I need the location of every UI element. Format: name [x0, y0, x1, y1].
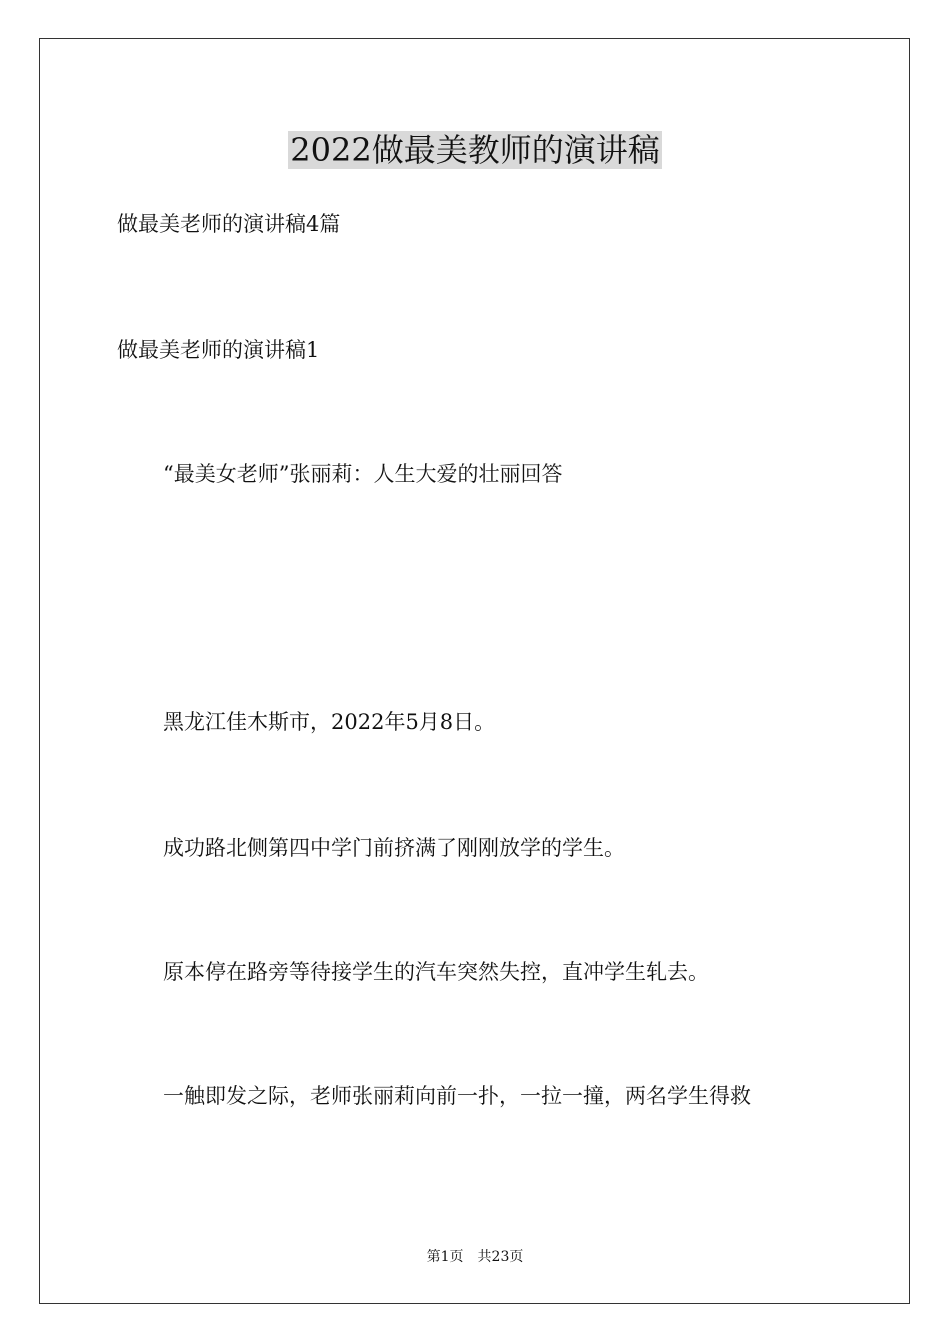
paragraph-4: 黑龙江佳木斯市，2022年5月8日。 — [163, 710, 496, 734]
page-footer — [0, 1247, 950, 1267]
paragraph-1: 做最美老师的演讲稿4篇 — [117, 212, 341, 236]
document-title — [0, 128, 950, 172]
page-number: 第1页 — [426, 1249, 464, 1265]
paragraph-5: 成功路北侧第四中学门前挤满了刚刚放学的学生。 — [163, 836, 625, 860]
paragraph-7: 一触即发之际，老师张丽莉向前一扑，一拉一撞，两名学生得救 — [163, 1084, 751, 1108]
document-title-text: 2022做最美教师的演讲稿 — [290, 131, 660, 169]
paragraph-3: “最美女老师”张丽莉：人生大爱的壮丽回答 — [163, 462, 563, 486]
paragraph-2: 做最美老师的演讲稿1 — [117, 338, 320, 362]
page-total: 共23页 — [477, 1249, 524, 1265]
paragraph-6: 原本停在路旁等待接学生的汽车突然失控，直冲学生轧去。 — [163, 960, 709, 984]
